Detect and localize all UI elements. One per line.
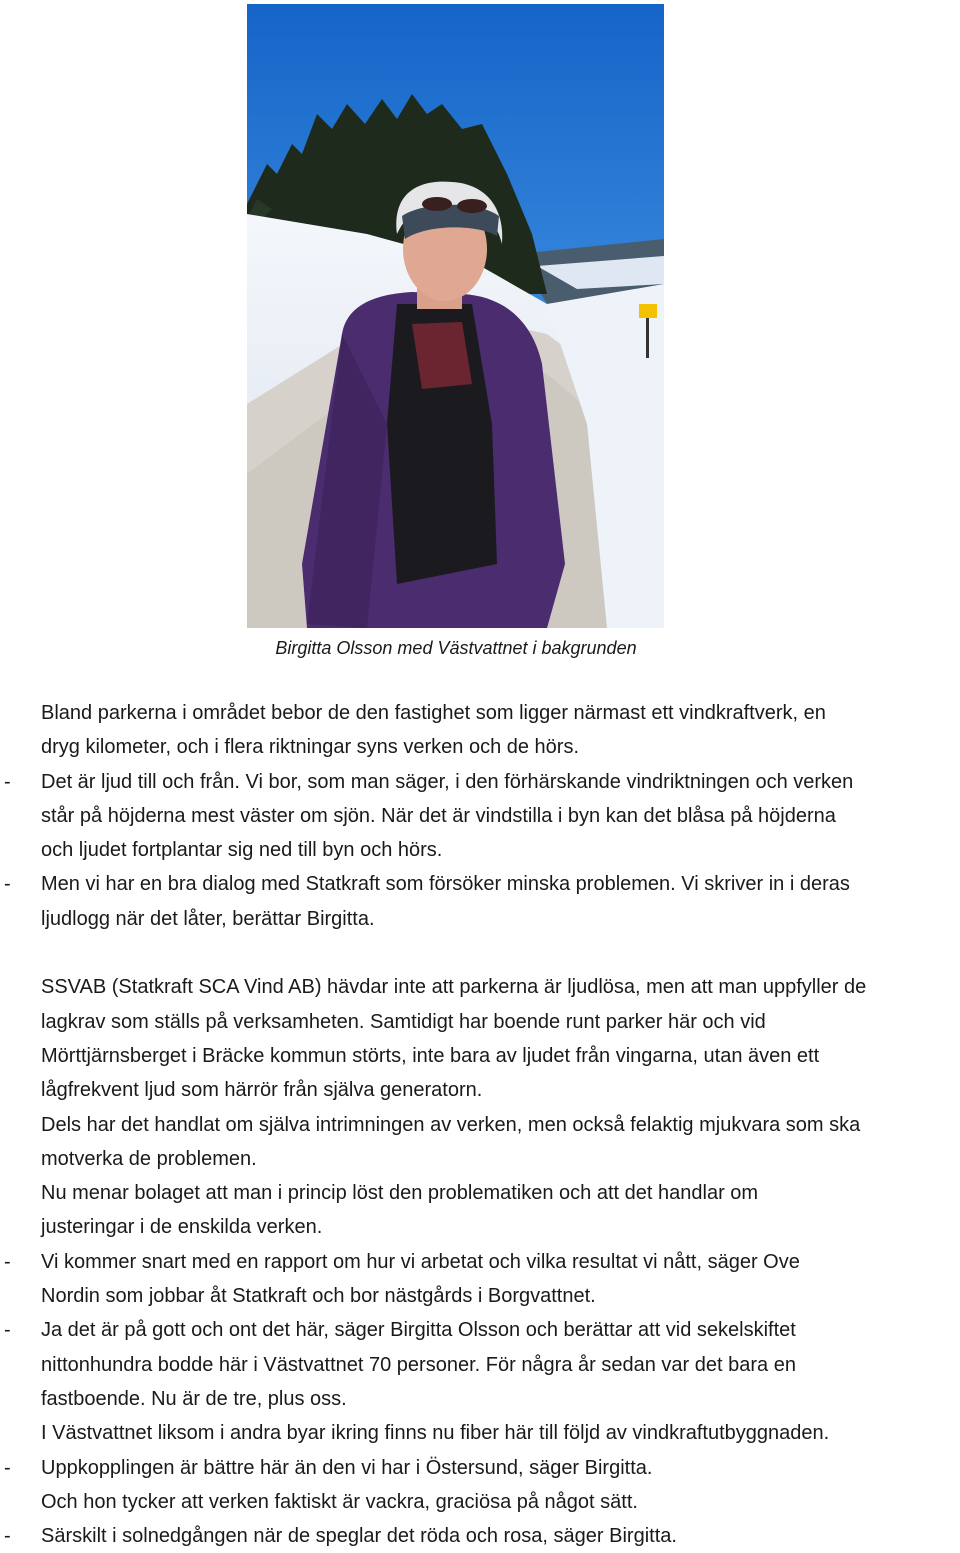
- text-line: Dels har det handlat om själva intrimningen av verken, men också felaktig mjukvara som ska: [41, 1113, 861, 1136]
- text-line: fastboende. Nu är de tre, plus oss.: [41, 1387, 347, 1410]
- paragraph-gap: [41, 936, 960, 970]
- text-line: Och hon tycker att verken faktiskt är vackra, graciösa på något sätt.: [41, 1490, 638, 1513]
- paragraph-1: [4, 696, 960, 936]
- portrait-illustration: [247, 4, 664, 628]
- text-line: justeringar i de enskilda verken.: [41, 1216, 323, 1239]
- photo-caption: Birgitta Olsson med Västvattnet i bakgrunden: [275, 638, 637, 658]
- dash-marker: -: [4, 1319, 11, 1342]
- quote-line: - Särskilt i solnedgången när de speglar det röda och rosa, säger Birgitta.: [41, 1519, 960, 1553]
- text-line: ljudlogg när det låter, berättar Birgitta.: [41, 907, 375, 930]
- text-line: lågfrekvent ljud som härrör från själva generatorn.: [41, 1079, 483, 1102]
- dash-marker: -: [4, 1250, 11, 1273]
- dash-marker: -: [4, 873, 11, 896]
- text-line: Bland parkerna i området bebor de den fastighet som ligger närmast ett vindkraftverk, en: [41, 702, 826, 724]
- text-line: Mörttjärnsberget i Bräcke kommun störts, inte bara av ljudet från vingarna, utan även ett: [41, 1044, 820, 1067]
- text-line: dryg kilometer, och i flera riktningar syns verken och de hörs.: [41, 736, 580, 759]
- quote-line: - Uppkopplingen är bättre här än den vi har i Östersund, säger Birgitta.: [41, 1451, 960, 1485]
- text-line: I Västvattnet liksom i andra byar ikring finns nu fiber här till följd av vindkraftutbyggnaden.: [41, 1422, 830, 1445]
- text-line: lagkrav som ställs på verksamheten. Samtidigt har boende runt parker här och vid: [41, 1010, 766, 1033]
- portrait-photo: [247, 4, 664, 628]
- text-line: och ljudet fortplantar sig ned till byn och hörs.: [41, 839, 443, 862]
- text-line: står på höjderna mest väster om sjön. När det är vindstilla i byn kan det blåsa på höjderna: [41, 804, 836, 827]
- dash-marker: -: [4, 770, 11, 793]
- text-line: Nordin som jobbar åt Statkraft och bor nästgårds i Borgvattnet.: [41, 1285, 596, 1308]
- quote-line: - Det är ljud till och från. Vi bor, som man säger, i den förhärskande vindriktningen och verken: [41, 765, 960, 799]
- text-line: nittonhundra bodde här i Västvattnet 70 personer. För några år sedan var det bara en: [41, 1353, 796, 1376]
- text-line: SSVAB (Statkraft SCA Vind AB) hävdar inte att parkerna är ljudlösa, men att man uppfyller de: [41, 976, 867, 999]
- quote-line: - Vi kommer snart med en rapport om hur vi arbetat och vilka resultat vi nått, säger Ove: [41, 1245, 960, 1279]
- quote-line: - Ja det är på gott och ont det här, säger Birgitta Olsson och berättar att vid sekelskiftet: [41, 1313, 960, 1347]
- text-line: motverka de problemen.: [41, 1147, 257, 1170]
- paragraph-2: [4, 970, 960, 1553]
- quote-line: - Men vi har en bra dialog med Statkraft som försöker minska problemen. Vi skriver in i deras: [41, 867, 960, 901]
- dash-marker: -: [4, 1525, 11, 1548]
- dash-marker: -: [4, 1456, 11, 1479]
- article-body: [4, 696, 960, 1553]
- text-line: Nu menar bolaget att man i princip löst den problematiken och att det handlar om: [41, 1182, 759, 1205]
